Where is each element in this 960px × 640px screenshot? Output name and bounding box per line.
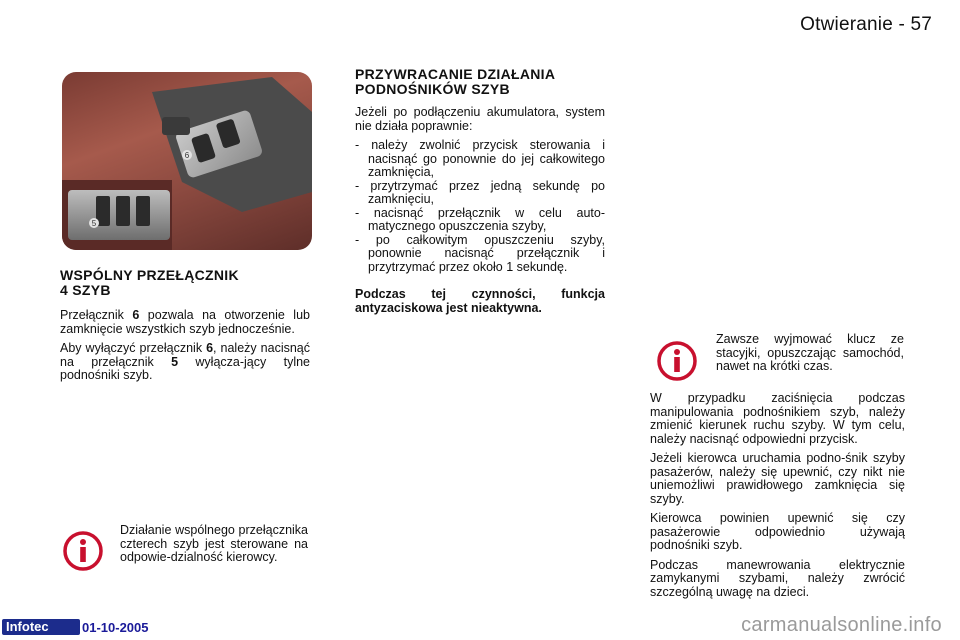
middle-column — [355, 67, 605, 315]
page-header-title: Otwieranie - 57 — [800, 14, 932, 35]
left-column — [60, 268, 310, 383]
text-span: wyłącza-jący tylne podnośniki szyb. — [60, 354, 310, 382]
section-heading-common-switch — [60, 268, 310, 298]
paragraph-switch-6 — [60, 309, 310, 336]
switch-number: 5 — [171, 354, 179, 369]
info-note-key: Zawsze wyjmować klucz ze stacyjki, opuszczając samochód, nawet na krótki czas. — [716, 332, 904, 373]
steps-list — [355, 139, 605, 274]
switch-number: 6 — [206, 341, 214, 355]
text-span: Przełącznik — [60, 308, 133, 322]
text-span: pozwala na otworzenie lub zamknięcie wszystkich szyb jednocześnie. — [60, 308, 310, 336]
paragraph-disable-switch — [60, 342, 310, 383]
footer-date: 01-10-2005 — [82, 620, 149, 635]
info-icon — [62, 530, 104, 577]
list-item: - nacisnąć przełącznik w celu auto-matycznego opuszczenia szyby, — [355, 205, 605, 233]
paragraph-driver: Jeżeli kierowca uruchamia podno-śnik szyby pasażerów, należy się upewnić, czy nikt nie uniemożliwi prawidłowego zamknięcia się szyby. — [650, 451, 905, 506]
list-item: - po całkowitym opuszczeniu szyby, ponownie nacisnąć przełącznik i przytrzymać przez około 1 sekundę. — [355, 232, 605, 274]
text-span: , należy nacisnąć na przełącznik — [60, 341, 310, 369]
list-item: - przytrzymać przez jedną sekundę po zamknięciu, — [355, 178, 605, 206]
callout-6: 6 — [184, 151, 190, 160]
bold-note-antipinch: Podczas tej czynności, funkcja antyzaciskowa jest nieaktywna. — [355, 287, 605, 315]
heading-line-2: PODNOŚNIKÓW SZYB — [355, 81, 510, 97]
right-column — [650, 392, 905, 599]
callout-5: 5 — [91, 219, 97, 228]
paragraph-pinch: W przypadku zaciśnięcia podczas manipulowania podnośnikiem szyb, należy zmienić kierunek ruchu szyby. W tym celu, należy nacisnąć odpowiedni przycisk. — [650, 391, 905, 446]
list-item: - należy zwolnić przycisk sterowania i nacisnąć go ponownie do jej całkowitego zamknięcia, — [355, 138, 605, 179]
heading-line-1: WSPÓLNY PRZEŁĄCZNIK — [60, 267, 239, 283]
paragraph-children: Podczas manewrowania elektrycznie zamykanymi szybami, należy zwrócić szczególną uwagę na dzieci. — [650, 557, 905, 599]
switch-number: 6 — [132, 308, 140, 322]
text-span: Aby wyłączyć przełącznik — [60, 341, 207, 355]
heading-line-2: 4 SZYB — [60, 282, 111, 298]
info-note-common-switch: Działanie wspólnego przełącznika czterech szyb jest sterowane na odpowie-dzialność kierowcy. — [120, 523, 308, 564]
paragraph-passengers: Kierowca powinien upewnić się czy pasażerowie odpowiednio używają podnośniki szyb. — [650, 511, 905, 552]
paragraph-intro: Jeżeli po podłączeniu akumulatora, system nie działa poprawnie: — [355, 105, 605, 133]
window-switch-photo — [62, 72, 312, 250]
info-icon — [656, 340, 698, 387]
infotec-logo: Infotec — [2, 619, 80, 635]
heading-line-1: PRZYWRACANIE DZIAŁANIA — [355, 66, 556, 82]
watermark: carmanualsonline.info — [741, 614, 942, 636]
section-heading-restore — [355, 67, 605, 97]
